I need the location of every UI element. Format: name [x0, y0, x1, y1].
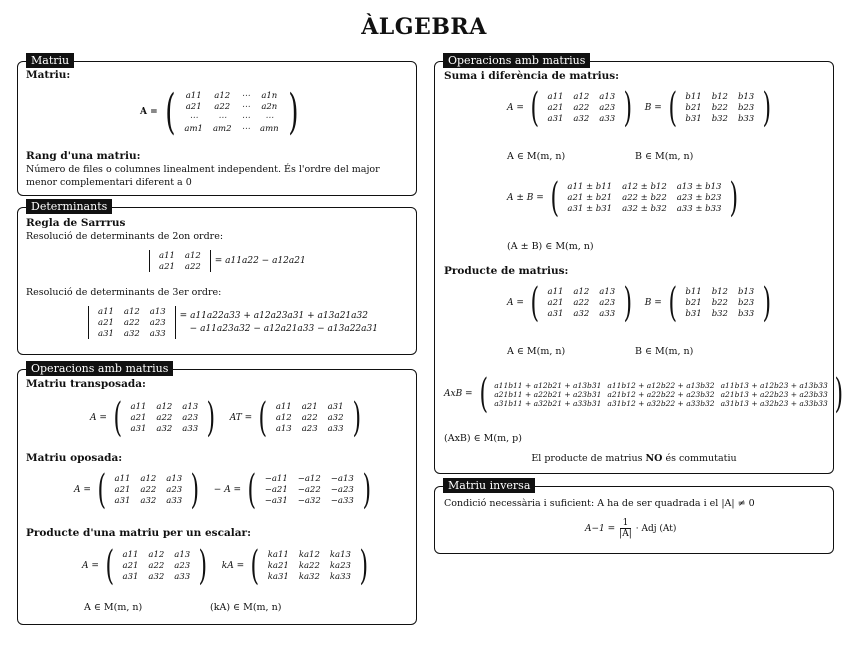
matrix-cell: ka11 [267, 550, 289, 560]
matrix-cell: −a23 [330, 485, 354, 495]
matrix-cell: a32 [148, 572, 165, 582]
rank-text: Número de files o columnes linealment independent. És l'ordre del major menor complementari diferent a 0 [26, 164, 380, 188]
matrix-cell: a31 [327, 402, 344, 412]
matrix-lhs: A = [82, 561, 99, 571]
matrix-cell: a23 [182, 413, 199, 423]
matrix-cell: −a31 [264, 496, 288, 506]
matrix-cell: a11 [98, 306, 114, 317]
matrix-cell: a12 [275, 413, 292, 423]
transposada-heading: Matriu transposada: [26, 378, 146, 390]
matrix-cell: a33 [599, 114, 616, 124]
det2-formula [145, 250, 306, 272]
matrix-cell: a13 [599, 287, 616, 297]
note-pre: El producte de matrius [531, 453, 646, 464]
matrix-cell: a32 ± b32 [622, 204, 667, 214]
matrix-cell: a12 [148, 550, 165, 560]
matrix-cell: ⋯ [241, 101, 250, 112]
matrix-cell: a11b11 + a12b21 + a13b31 [494, 380, 602, 390]
matrix-cell: a11 [114, 474, 131, 484]
matrix-cell: a23 [599, 103, 616, 113]
matrix-cell: ⋯ [265, 112, 274, 123]
matrix-cell: b33 [737, 114, 755, 124]
frac-num: 1 [620, 518, 632, 529]
matrix-cell: ka22 [298, 561, 320, 571]
matrix-lhs: kA = [221, 561, 245, 571]
matrix-cell: a31b13 + a32b23 + a33b33 [720, 398, 828, 408]
matrix-cell: a21 ± b21 [567, 193, 613, 203]
matrix-cell: a21 [114, 485, 131, 495]
rank-heading: Rang d'una matriu: [26, 150, 141, 162]
matrix-cell: a33 [599, 309, 616, 319]
matrix-grid [154, 250, 206, 272]
b-in-m: B ∈ M(m, n) [635, 151, 694, 162]
matriu-heading: Matriu: [26, 69, 71, 81]
matrix-cell: a21 [185, 101, 202, 112]
matrix-cell: a22 [140, 485, 157, 495]
matrix-cell: a31 [114, 496, 131, 506]
matrix-cell: a33 [182, 424, 199, 434]
matrix-cell: a12 [214, 90, 231, 101]
matrix-grid [126, 402, 204, 435]
matrix-cell: a33 [327, 424, 344, 434]
commutative-note [435, 452, 833, 465]
matrix-cell: a32 [140, 496, 157, 506]
matrix-cell: a13 [275, 424, 292, 434]
matrix-cell: a21 [159, 261, 175, 272]
matrix-cell: b31 [685, 309, 702, 319]
matrix-cell: b12 [711, 92, 728, 102]
matrix-cell: ⋯ [241, 112, 250, 123]
matrix-grid [271, 402, 349, 435]
section-tag: Determinants [26, 199, 112, 214]
matrix-cell: a11 [547, 287, 564, 297]
matrix-grid [118, 550, 196, 583]
inversa-text: Condició necessària i suficient: A ha de ser quadrada i el |A| ≠ 0 [444, 498, 755, 509]
matrix-cell: a31 ± b31 [567, 204, 613, 214]
matrix-cell: a22 [573, 298, 590, 308]
matrix-cell: ka13 [329, 550, 351, 560]
escalar-heading: Producte d'una matriu per un escalar: [26, 527, 251, 539]
a-in-m-2: A ∈ M(m, n) [507, 346, 566, 357]
matrix-cell: a21 [547, 298, 564, 308]
matrix-cell: a1n [261, 90, 278, 101]
matrix-grid [680, 287, 759, 320]
matrix-cell: a33 [174, 572, 191, 582]
matrix-cell: −a21 [264, 485, 288, 495]
matrix-grid [562, 182, 726, 215]
matrix-cell: a22 [301, 413, 318, 423]
matrix-cell: a23 [301, 424, 318, 434]
sum-in-m: (A ± B) ∈ M(m, n) [507, 241, 594, 252]
section-tag: Operacions amb matrius [26, 361, 173, 376]
matrix-cell: a21 [122, 561, 139, 571]
matrix-cell: b21 [685, 103, 702, 113]
note-post: és commutatiu [662, 453, 737, 464]
matrix-cell: b33 [737, 309, 755, 319]
inversa-section [434, 479, 834, 554]
matrix-cell: a33 [166, 496, 183, 506]
prod-in-m: (AxB) ∈ M(m, p) [444, 433, 522, 444]
matrix-cell: b23 [737, 298, 755, 308]
matrix-cell: a11 [122, 550, 139, 560]
matrix-cell: ⋯ [189, 112, 198, 123]
matrix-lhs: A = [74, 485, 91, 495]
matrix-cell: a22 ± b22 [622, 193, 667, 203]
matrix-grid [543, 92, 621, 125]
matrix-cell: a32 [573, 114, 590, 124]
det3-line1: = a11a22a33 + a12a23a31 + a13a21a32 [179, 310, 368, 321]
matrix-cell: ka12 [298, 550, 320, 560]
matrix-cell: b11 [685, 92, 702, 102]
producte-matrices: A = ( a11 a12 a13 a21 a22 a23 a31 a32 a33 ) B = ( b11 b12 b13 b21 b22 b23 b31 b32 b33 ) [507, 280, 772, 326]
matrix-lhs: A = [140, 107, 158, 117]
suma-matrices: A = ( a11 a12 a13 a21 a22 a23 a31 a32 a33 ) B = ( b11 b12 b13 b21 b22 b23 b31 b32 b33 ) [507, 85, 772, 131]
matrix-grid [179, 90, 283, 134]
matrix-cell: a21 [301, 402, 318, 412]
matrix-cell: a22 [148, 561, 165, 571]
matrix-cell: a12 [140, 474, 157, 484]
matrix-cell: a13 ± b13 [676, 182, 722, 192]
operacions-right-section [434, 54, 843, 474]
matrix-cell: −a12 [297, 474, 321, 484]
matrix-cell: a21b13 + a22b23 + a23b33 [720, 389, 828, 399]
matrix-cell: a22 [573, 103, 590, 113]
matrix-cell: a11 [547, 92, 564, 102]
matrix-cell: a13 [599, 92, 616, 102]
matrix-cell: a32 [573, 309, 590, 319]
matrix-cell: a23 [149, 317, 166, 328]
matrix-cell: ka32 [298, 572, 320, 582]
matrix-cell: b22 [711, 103, 728, 113]
matrix-cell: a21 [547, 103, 564, 113]
matrix-grid [263, 550, 356, 583]
matrix-cell: ⋯ [217, 112, 227, 123]
matrix-cell: ka21 [267, 561, 289, 571]
matrix-cell: b31 [685, 114, 702, 124]
matrix-cell: b12 [711, 287, 728, 297]
matrix-cell: a12 ± b12 [622, 182, 667, 192]
section-tag: Matriu [26, 53, 74, 68]
belongs-ka: (kA) ∈ M(m, n) [210, 602, 282, 613]
matrix-cell: a11b12 + a12b22 + a13b32 [607, 380, 715, 390]
matrix-cell: a31 [98, 328, 114, 339]
frac-den: |A| [619, 529, 632, 539]
matrix-cell: a32 [327, 413, 344, 423]
matrix-grid [93, 306, 171, 339]
matrix-cell: a33 [149, 328, 166, 339]
matrix-cell: b23 [737, 103, 755, 113]
matrix-cell: −a11 [264, 474, 288, 484]
oposada-formula: A = ( a11 a12 a13 a21 a22 a23 a31 a32 a33 ) − A = ( −a11 −a12 −a13 −a21 −a22 −a23 −a31 −a32 −a33 ) [74, 467, 371, 513]
matrix-cell: b32 [711, 309, 728, 319]
matrix-cell: a12 [156, 402, 173, 412]
matrix-cell: a31b11 + a32b21 + a33b31 [494, 398, 602, 408]
producte-heading: Producte de matrius: [444, 265, 569, 277]
a-in-m: A ∈ M(m, n) [507, 151, 566, 162]
matrix-cell: b32 [711, 114, 728, 124]
transposada-formula: A = ( a11 a12 a13 a21 a22 a23 a31 a32 a33 ) AT = ( a11 a21 a31 a12 a22 a32 a13 a23 a33 ) [90, 395, 361, 441]
matrix-cell: a23 [174, 561, 191, 571]
matrix-lhs: A ± B = [507, 193, 544, 203]
matrix-grid [543, 287, 621, 320]
det3-text: Resolució de determinants de 3er ordre: [26, 287, 222, 298]
matrix-cell: a13 [182, 402, 199, 412]
matrix-lhs: − A = [213, 485, 242, 495]
matrix-cell: a21b11 + a22b21 + a23b31 [494, 389, 602, 399]
matrix-cell: a31 [547, 114, 564, 124]
matrix-cell: a31b12 + a32b22 + a33b32 [607, 398, 715, 408]
matrix-cell: a11 ± b11 [567, 182, 613, 192]
matrix-cell: a31 [122, 572, 139, 582]
matrix-cell: a11 [130, 402, 147, 412]
matrix-cell: a23 [599, 298, 616, 308]
det3-line2: − a11a23a32 − a12a21a33 − a13a22a31 [189, 323, 378, 334]
matrix-cell: a11b13 + a12b23 + a13b33 [720, 380, 828, 390]
matrix-cell: a13 [166, 474, 183, 484]
matrix-cell: ⋯ [241, 90, 250, 101]
matrix-cell: ka33 [329, 572, 351, 582]
matrix-cell: b21 [685, 298, 702, 308]
matrix-cell: b22 [711, 298, 728, 308]
matrix-cell: a21b12 + a22b22 + a23b32 [607, 389, 715, 399]
matrix-cell: a12 [184, 250, 201, 261]
matrix-cell: a31 [547, 309, 564, 319]
matrix-cell: ka23 [329, 561, 351, 571]
matriu-section [17, 54, 417, 196]
matrix-cell: a21 [98, 317, 114, 328]
matrix-grid [260, 474, 359, 507]
matrix-cell: am1 [184, 123, 203, 134]
matrix-lhs: A = [90, 413, 107, 423]
matrix-cell: a33 ± b33 [676, 204, 722, 214]
matrix-cell: a32 [156, 424, 173, 434]
matrix-cell: −a32 [297, 496, 321, 506]
sum-formula: A ± B = ( a11 ± b11 a12 ± b12 a13 ± b13 a21 ± b21 a22 ± b22 a23 ± b23 a31 ± b31 a32 ± b32 a33 ± b33 ) [507, 175, 739, 221]
matriu-generic: A = ( a11 a12 ⋯ a1n a21 a22 ⋯ a2n ⋯ ⋯ ⋯ ⋯ am1 am2 ⋯ amn ) [140, 84, 299, 140]
oposada-heading: Matriu oposada: [26, 452, 123, 464]
det2-text: Resolució de determinants de 2on ordre: [26, 231, 224, 242]
matrix-cell: a21 [130, 413, 147, 423]
sarrus-heading: Regla de Sarrrus [26, 217, 126, 229]
matrix-grid [110, 474, 188, 507]
b-in-m-2: B ∈ M(m, n) [635, 346, 694, 357]
matrix-cell: a22 [214, 101, 231, 112]
note-bold: NO [645, 453, 663, 464]
matrix-lhs: B = [644, 298, 662, 308]
matrix-lhs: A = [507, 103, 524, 113]
matrix-cell: −a33 [330, 496, 354, 506]
matrix-lhs: A = [507, 298, 524, 308]
matrix-lhs: AxB = [444, 389, 473, 399]
matrix-cell: a22 [123, 317, 140, 328]
page-title: ÀLGEBRA [361, 14, 487, 40]
matrix-cell: −a22 [297, 485, 321, 495]
matrix-cell: am2 [212, 123, 232, 134]
matrix-cell: a12 [123, 306, 140, 317]
matrix-cell: −a13 [330, 474, 354, 484]
matrix-cell: a11 [185, 90, 202, 101]
matrix-cell: a11 [159, 250, 175, 261]
matrix-cell: a13 [149, 306, 166, 317]
matrix-cell: a22 [184, 261, 201, 272]
matrix-cell: amn [260, 123, 279, 134]
matrix-lhs: B = [644, 103, 662, 113]
inversa-formula [585, 518, 676, 539]
matrix-lhs: AT = [229, 413, 253, 423]
matrix-cell: a13 [174, 550, 191, 560]
product-formula: AxB = ( a11b11 + a12b21 + a13b31 a11b12 + a12b22 + a13b32 a11b13 + a12b23 + a13b33 a21b11 + a22b21 + a23b31 a21b12 + a22b22 + a23b32 a21b13 + a22b23 + a23b33 a31b11 + a32b21 + a33b31 a31b12 + a32b22 + a33b32 a31b13 + a32b23 + a33b33 ) [444, 371, 843, 417]
matrix-cell: b11 [685, 287, 702, 297]
suma-heading: Suma i diferència de matrius: [444, 70, 620, 82]
matrix-cell: a23 [166, 485, 183, 495]
operacions-left-section [17, 362, 417, 625]
inverse-rhs: · Adj (At) [635, 523, 677, 534]
matrix-cell: ⋯ [241, 123, 250, 134]
matrix-cell: a32 [123, 328, 140, 339]
matrix-cell: a2n [261, 101, 278, 112]
escalar-formula: A = ( a11 a12 a13 a21 a22 a23 a31 a32 a33 ) kA = ( ka11 ka12 ka13 ka21 ka22 ka23 ka31 ka32 ka33 ) [82, 543, 369, 589]
determinants-section [17, 200, 417, 355]
matrix-cell: b13 [737, 92, 755, 102]
det3-formula [84, 306, 378, 339]
section-tag: Operacions amb matrius [443, 53, 590, 68]
matrix-cell: a12 [573, 287, 590, 297]
matrix-grid [680, 92, 759, 125]
belongs-a: A ∈ M(m, n) [84, 602, 143, 613]
matrix-grid [491, 381, 831, 408]
matrix-cell: a31 [130, 424, 147, 434]
matrix-cell: a11 [275, 402, 292, 412]
matrix-cell: ka31 [267, 572, 289, 582]
inverse-lhs: A−1 = [585, 523, 616, 534]
matrix-cell: a12 [573, 92, 590, 102]
matrix-cell: a23 ± b23 [676, 193, 722, 203]
section-tag: Matriu inversa [443, 478, 535, 493]
det2-result: = a11a22 − a12a21 [214, 256, 306, 266]
matrix-cell: a22 [156, 413, 173, 423]
matrix-cell: b13 [737, 287, 755, 297]
